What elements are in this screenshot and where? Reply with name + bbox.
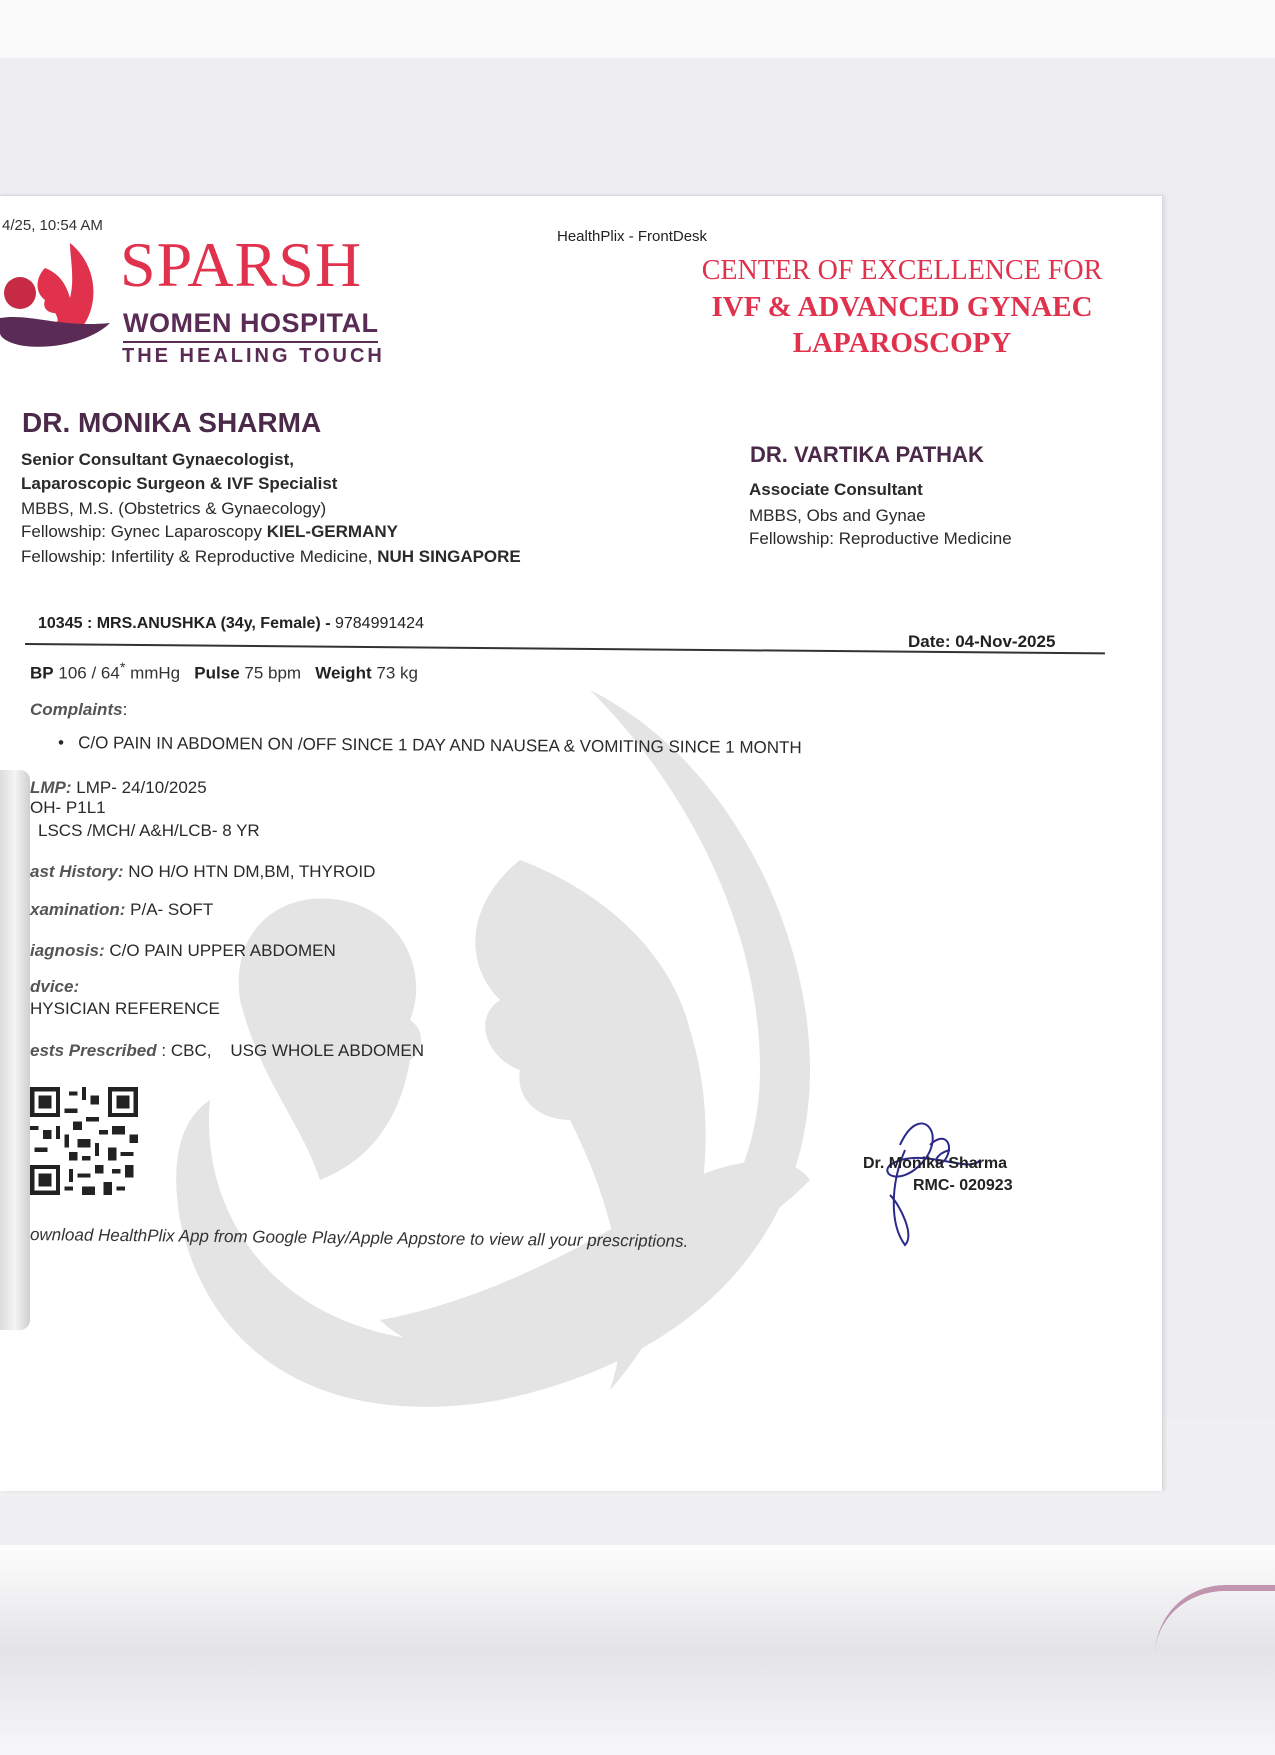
bottom-sheet-edge: [0, 1545, 1275, 1755]
oh-value: P1L1: [65, 798, 106, 817]
advice-row: [30, 977, 79, 997]
hospital-name: SPARSH: [120, 229, 363, 300]
tests-label: ests Prescribed: [30, 1041, 157, 1060]
patient-phone: 9784991424: [334, 615, 424, 632]
advice-label: dvice:: [30, 977, 80, 996]
weight-value: 73 kg: [376, 663, 418, 683]
past-history-value: NO H/O HTN DM,BM, THYROID: [128, 862, 376, 881]
doctor2-name: DR. VARTIKA PATHAK: [750, 442, 984, 467]
advice-value: [30, 999, 220, 1019]
fellowship2-text: Fellowship: Infertility & Reproductive Medicine,: [21, 547, 378, 566]
pulse-value: 75 bpm: [244, 663, 302, 683]
vitals: [30, 660, 418, 684]
patient-id-name: 10345 : MRS.ANUSHKA (34y, Female) -: [38, 615, 335, 632]
doctor2-degree: MBBS, Obs and Gynae: [749, 506, 926, 525]
doctor1-fellowship2: [21, 547, 521, 567]
prescription-date: Date: 04-Nov-2025: [908, 632, 1056, 651]
oh-row: [30, 798, 106, 818]
doctor1-degree: MBBS, M.S. (Obstetrics & Gynaecology): [21, 499, 327, 518]
examination-label: xamination:: [30, 900, 126, 919]
hospital-tagline: THE HEALING TOUCH: [122, 345, 385, 367]
test-item: USG WHOLE ABDOMEN: [230, 1041, 424, 1060]
test-item: CBC,: [170, 1041, 212, 1060]
footer-app-note: ownload HealthPlix App from Google Play/Apple Appstore to view all your prescriptions.: [29, 1225, 689, 1251]
tests-row: [30, 1041, 424, 1061]
fellowship1-place: KIEL-GERMANY: [266, 522, 398, 541]
lmp-row: [30, 778, 207, 798]
doctor1-title1: Senior Consultant Gynaecologist,: [21, 450, 294, 469]
doctor2-title: Associate Consultant: [749, 480, 923, 499]
complaints-heading: Complaints:: [30, 700, 128, 719]
signature-name: Dr. Monika Sharma: [863, 1155, 1008, 1172]
top-sheet-edge: [0, 0, 1275, 60]
fellowship2-place: NUH SINGAPORE: [377, 547, 521, 566]
paper-clip: [0, 770, 30, 1330]
complaints-label: Complaints: [30, 700, 123, 719]
pulse-label: Pulse: [194, 663, 240, 683]
fellowship1-text: Fellowship: Gynec Laparoscopy: [21, 522, 267, 541]
center-of-excellence: [672, 253, 1132, 361]
oh-label: OH-: [30, 798, 62, 817]
complaint-text: C/O PAIN IN ABDOMEN ON /OFF SINCE 1 DAY AND NAUSEA & VOMITING SINCE 1 MONTH: [78, 733, 802, 758]
signature-registration: RMC- 020923: [913, 1177, 1013, 1194]
lmp-value: LMP- 24/10/2025: [76, 778, 207, 797]
doctor2-fellowship: Fellowship: Reproductive Medicine: [749, 529, 1012, 548]
mother-child-hands-logo-icon: [0, 238, 115, 363]
lmp-label: LMP:: [30, 778, 72, 797]
advice-value-prefix: HY: [30, 999, 54, 1018]
examination-row: [30, 900, 213, 920]
complaint-item: • C/O PAIN IN ABDOMEN ON /OFF SINCE 1 DAY AND NAUSEA & VOMITING SINCE 1 MONTH: [57, 733, 802, 758]
past-history-label: ast History:: [30, 862, 124, 881]
patient-info: [38, 615, 424, 633]
hospital-subtitle: WOMEN HOSPITAL: [123, 308, 378, 343]
diagnosis-row: [30, 941, 336, 961]
doctor1-fellowship1: [21, 522, 398, 542]
diagnosis-value: C/O PAIN UPPER ABDOMEN: [109, 941, 336, 960]
tests-sep: :: [156, 1041, 167, 1060]
bp-mark: *: [119, 660, 126, 676]
excellence-line1: CENTER OF EXCELLENCE FOR: [701, 255, 1103, 286]
excellence-line3: LAPAROSCOPY: [792, 327, 1012, 359]
bp-unit: mmHg: [130, 663, 181, 683]
bp-label: BP: [30, 663, 54, 683]
qr-code-icon: [30, 1087, 138, 1195]
page-curl: [1155, 1585, 1275, 1661]
bp-value: 106 / 64: [58, 663, 120, 683]
lscs-row: LSCS /MCH/ A&H/LCB- 8 YR: [38, 821, 260, 840]
weight-label: Weight: [315, 663, 372, 683]
print-timestamp: 4/25, 10:54 AM: [2, 217, 103, 234]
excellence-line2: IVF & ADVANCED GYNAEC: [711, 291, 1093, 323]
doctor1-name: DR. MONIKA SHARMA: [22, 407, 322, 438]
doctor1-title2: Laparoscopic Surgeon & IVF Specialist: [21, 474, 338, 493]
examination-value: P/A- SOFT: [130, 900, 214, 919]
healthplix-header: HealthPlix - FrontDesk: [557, 228, 708, 245]
past-history-row: [30, 862, 375, 882]
diagnosis-label: iagnosis:: [30, 941, 105, 960]
advice-value-text: SICIAN REFERENCE: [53, 999, 220, 1018]
